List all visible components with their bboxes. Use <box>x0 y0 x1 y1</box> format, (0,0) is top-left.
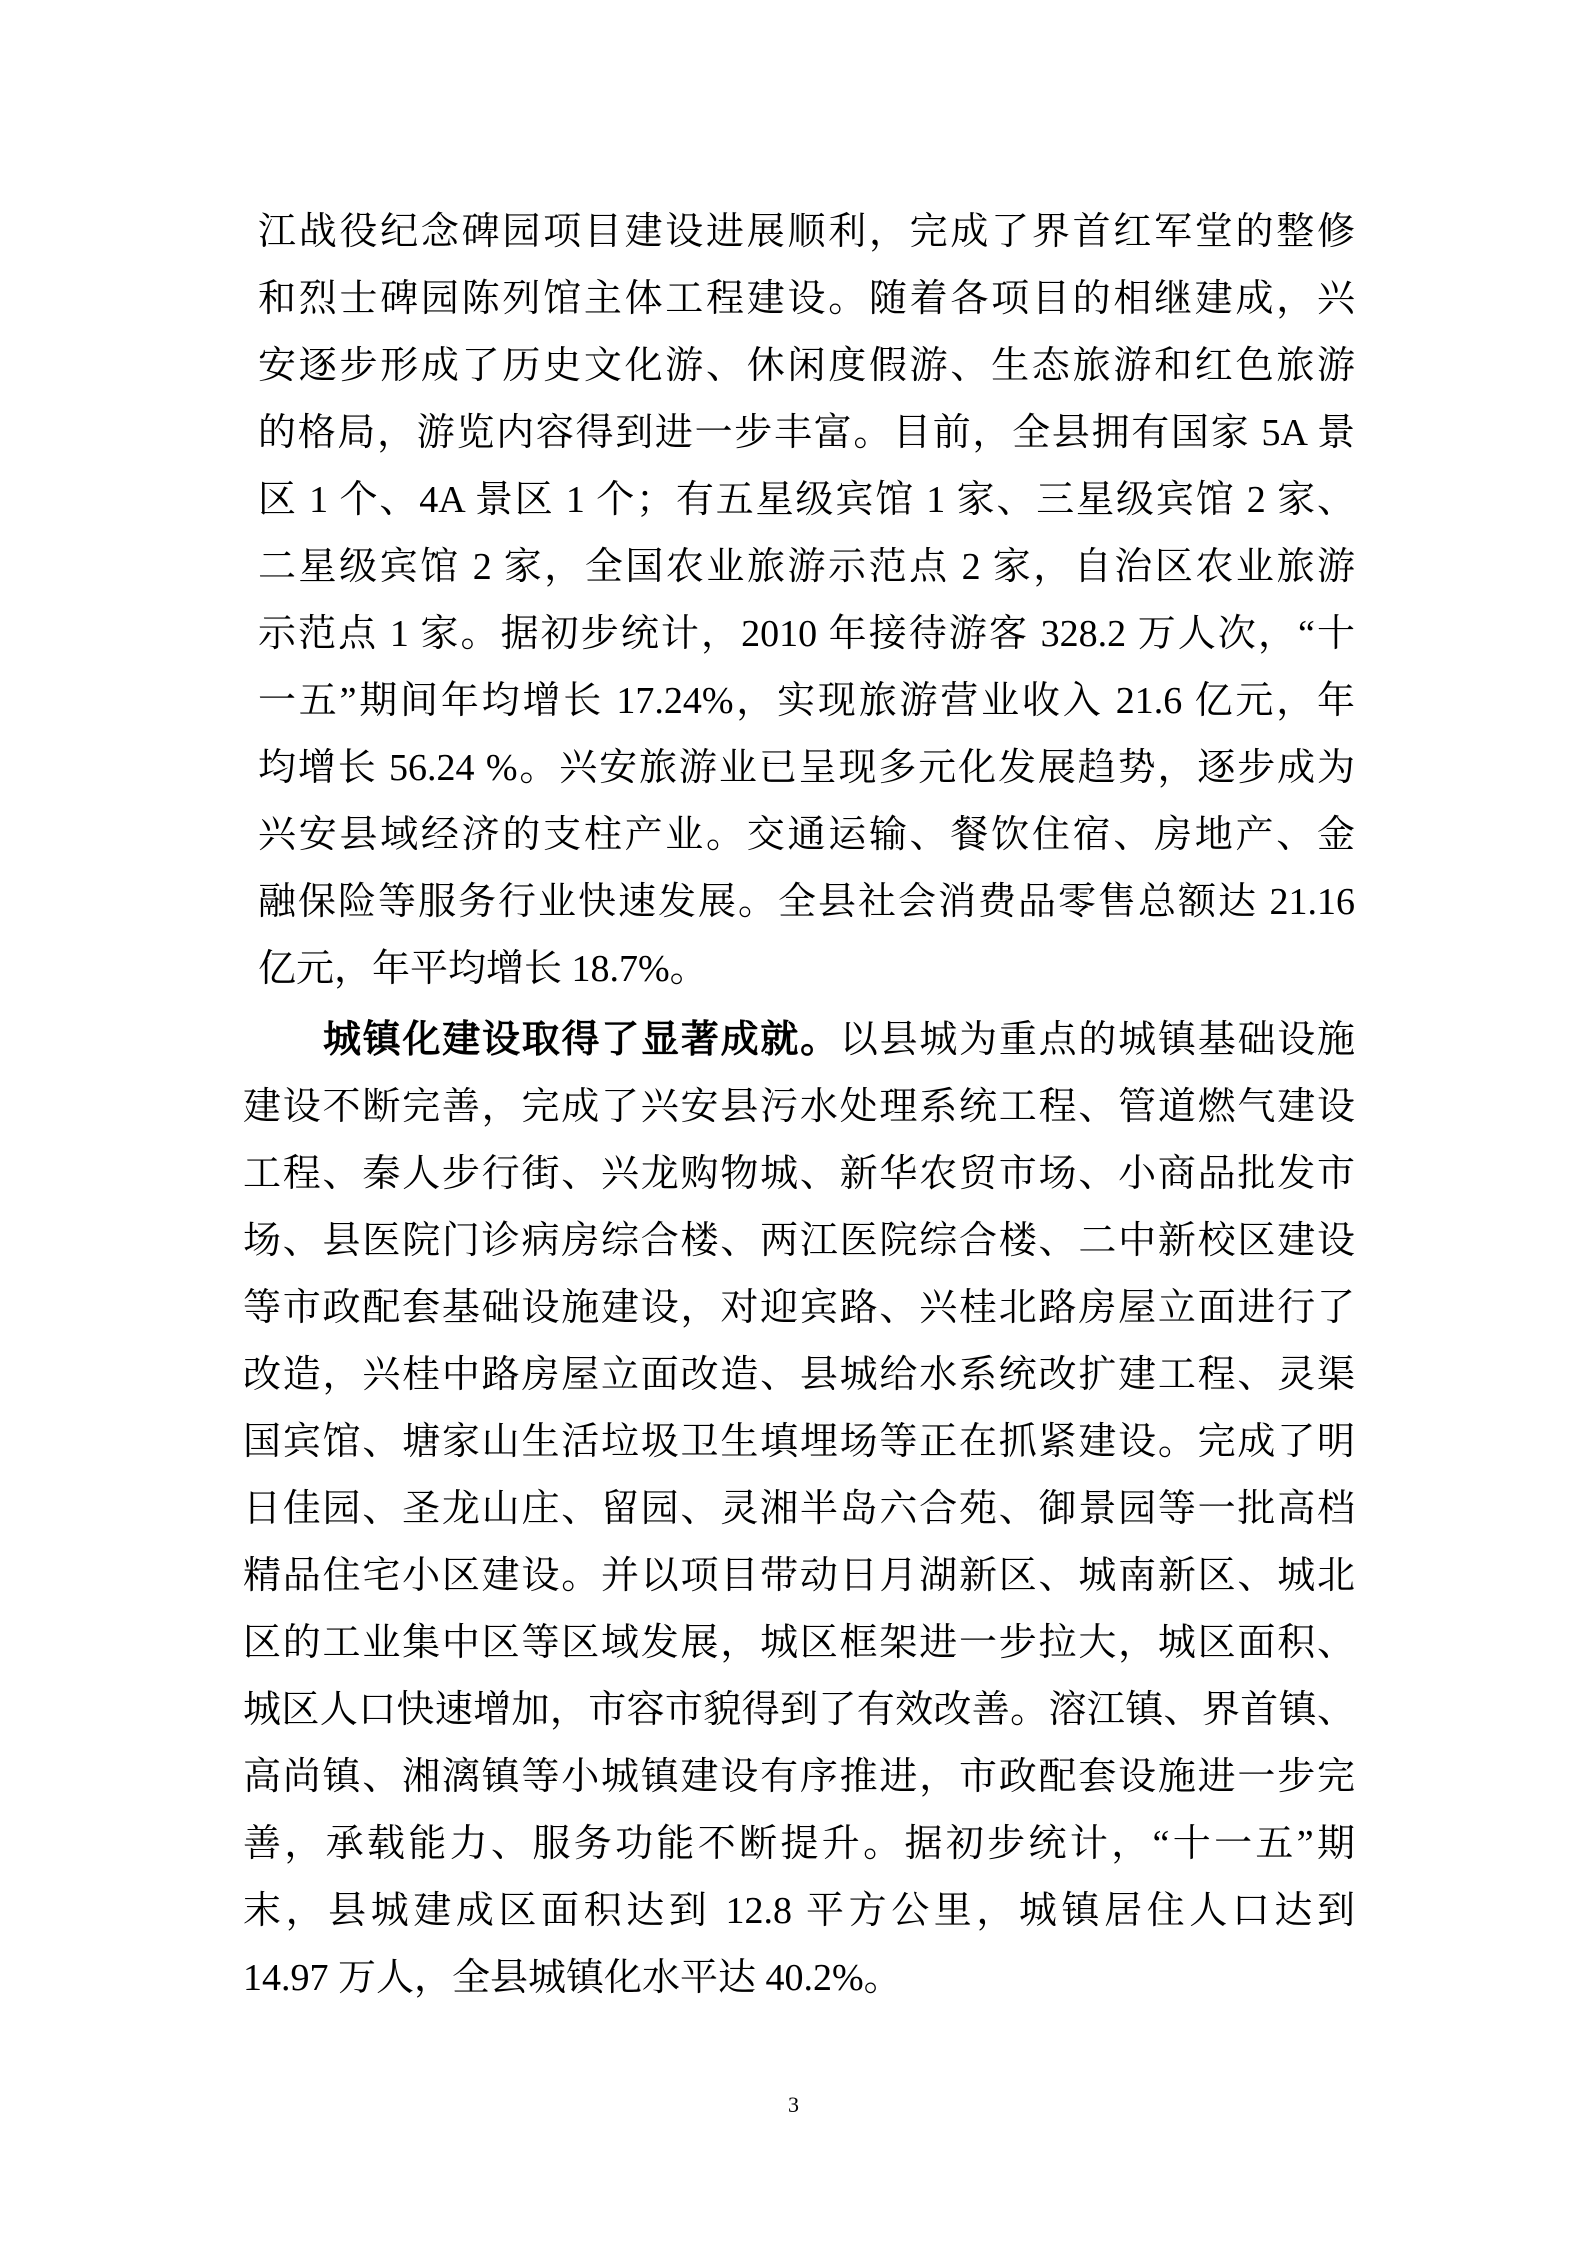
text-line: 日佳园、圣龙山庄、留园、灵湘半岛六合苑、御景园等一批高档 <box>243 1488 1355 1530</box>
text-line: 等市政配套基础设施建设，对迎宾路、兴桂北路房屋立面进行了 <box>243 1287 1355 1329</box>
text-line: 高尚镇、湘漓镇等小城镇建设有序推进，市政配套设施进一步完 <box>243 1756 1355 1798</box>
text-line: 江战役纪念碑园项目建设进展顺利，完成了界首红军堂的整修 <box>258 211 1355 253</box>
text-line: 和烈士碑园陈列馆主体工程建设。随着各项目的相继建成，兴 <box>258 278 1355 320</box>
text-line: 区 1 个、4A 景区 1 个；有五星级宾馆 1 家、三星级宾馆 2 家、 <box>258 479 1355 521</box>
text-line: 14.97 万人，全县城镇化水平达 40.2%。 <box>243 1957 902 1999</box>
text-line: 二星级宾馆 2 家，全国农业旅游示范点 2 家，自治区农业旅游 <box>258 546 1355 588</box>
text-line: 兴安县域经济的支柱产业。交通运输、餐饮住宿、房地产、金 <box>258 814 1355 856</box>
text-line: 建设不断完善，完成了兴安县污水处理系统工程、管道燃气建设 <box>243 1086 1355 1128</box>
text-line: 工程、秦人步行街、兴龙购物城、新华农贸市场、小商品批发市 <box>243 1153 1355 1195</box>
text-line: 亿元，年平均增长 18.7%。 <box>258 948 708 990</box>
paragraph-urbanization <box>243 1007 1355 2012</box>
text-line: 城区人口快速增加，市容市貌得到了有效改善。溶江镇、界首镇、 <box>243 1689 1355 1731</box>
page-number: 3 <box>788 2092 799 2117</box>
text-line: 的格局，游览内容得到进一步丰富。目前，全县拥有国家 5A 景 <box>258 412 1355 454</box>
text-line: 一五”期间年均增长 17.24%，实现旅游营业收入 21.6 亿元，年 <box>258 680 1355 722</box>
text-line: 示范点 1 家。据初步统计，2010 年接待游客 328.2 万人次，“十 <box>258 613 1355 655</box>
text-line: 安逐步形成了历史文化游、休闲度假游、生态旅游和红色旅游 <box>258 345 1355 387</box>
text-line: 区的工业集中区等区域发展，城区框架进一步拉大，城区面积、 <box>243 1622 1355 1664</box>
paragraph-heading: 城镇化建设取得了显著成就。 <box>323 1019 840 1061</box>
text-line: 场、县医院门诊病房综合楼、两江医院综合楼、二中新校区建设 <box>243 1220 1355 1262</box>
paragraph-tourism <box>258 199 1355 1003</box>
text-line: 精品住宅小区建设。并以项目带动日月湖新区、城南新区、城北 <box>243 1555 1355 1597</box>
text-line: 善，承载能力、服务功能不断提升。据初步统计，“十一五”期 <box>243 1823 1355 1865</box>
text-line: 改造，兴桂中路房屋立面改造、县城给水系统改扩建工程、灵渠 <box>243 1354 1355 1396</box>
text-line: 融保险等服务行业快速发展。全县社会消费品零售总额达 21.16 <box>258 881 1355 923</box>
text-line: 末，县城建成区面积达到 12.8 平方公里，城镇居住人口达到 <box>243 1890 1355 1932</box>
text-line: 均增长 56.24 %。兴安旅游业已呈现多元化发展趋势，逐步成为 <box>258 747 1355 789</box>
text-line-rest: 以县城为重点的城镇基础设施 <box>839 1019 1355 1061</box>
text-line <box>243 1007 1355 1074</box>
text-line: 国宾馆、塘家山生活垃圾卫生填埋场等正在抓紧建设。完成了明 <box>243 1421 1355 1463</box>
